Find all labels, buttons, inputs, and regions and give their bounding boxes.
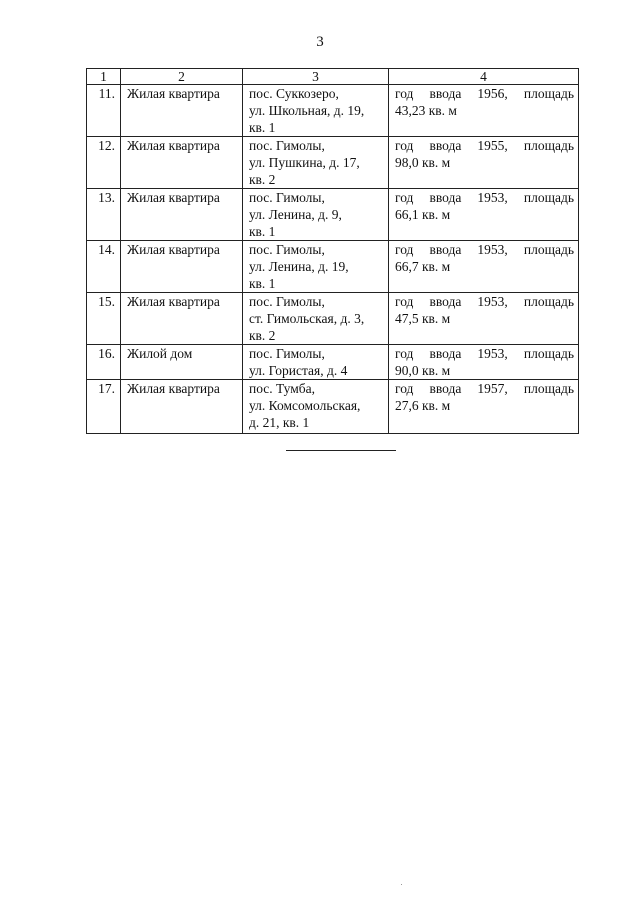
table-row [87,137,579,189]
object-address [243,380,389,434]
table-row [87,293,579,345]
header-row [87,69,579,85]
column-header: 2 [121,69,243,85]
cell-line: пос. Гимолы, [249,138,325,153]
object-description [389,380,579,434]
cell-line: год ввода 1957, площадь [395,381,574,396]
table-row [87,189,579,241]
cell-line: пос. Тумба, [249,381,315,396]
table-row [87,345,579,380]
cell-line: кв. 1 [249,120,276,135]
cell-line: д. 21, кв. 1 [249,415,310,430]
cell-line: год ввода 1953, площадь [395,346,574,361]
scan-speck [401,884,402,885]
object-address [243,345,389,380]
object-type: Жилая квартира [121,241,243,293]
row-number: 13. [87,189,121,241]
cell-line: кв. 2 [249,328,276,343]
object-type: Жилая квартира [121,85,243,137]
object-description [389,137,579,189]
object-description [389,241,579,293]
cell-line: ул. Гористая, д. 4 [249,363,348,378]
object-address [243,85,389,137]
cell-line: пос. Гимолы, [249,346,325,361]
cell-line: пос. Суккозеро, [249,86,339,101]
column-header: 4 [389,69,579,85]
object-address [243,137,389,189]
row-number: 17. [87,380,121,434]
cell-line: 43,23 кв. м [395,103,457,118]
column-header: 1 [87,69,121,85]
cell-line: пос. Гимолы, [249,294,325,309]
cell-line: кв. 1 [249,276,276,291]
cell-line: кв. 1 [249,224,276,239]
cell-line: ул. Пушкина, д. 17, [249,155,360,170]
cell-line: ул. Школьная, д. 19, [249,103,365,118]
cell-line: год ввода 1953, площадь [395,294,574,309]
cell-line: 66,1 кв. м [395,207,451,222]
end-of-list-rule [286,450,396,451]
cell-line: кв. 2 [249,172,276,187]
object-type: Жилая квартира [121,380,243,434]
object-address [243,293,389,345]
row-number: 11. [87,85,121,137]
row-number: 16. [87,345,121,380]
object-type: Жилая квартира [121,189,243,241]
row-number: 15. [87,293,121,345]
cell-line: год ввода 1956, площадь [395,86,574,101]
object-address [243,189,389,241]
cell-line: 98,0 кв. м [395,155,451,170]
cell-line: пос. Гимолы, [249,190,325,205]
object-type: Жилой дом [121,345,243,380]
object-description [389,85,579,137]
page-number: 3 [316,34,324,50]
cell-line: ул. Комсомольская, [249,398,361,413]
cell-line: год ввода 1955, площадь [395,138,574,153]
cell-line: 27,6 кв. м [395,398,451,413]
cell-line: год ввода 1953, площадь [395,190,574,205]
row-number: 12. [87,137,121,189]
object-description [389,293,579,345]
table-row [87,85,579,137]
cell-line: 90,0 кв. м [395,363,451,378]
object-type: Жилая квартира [121,293,243,345]
cell-line: 66,7 кв. м [395,259,451,274]
row-number: 14. [87,241,121,293]
object-address [243,241,389,293]
object-description [389,189,579,241]
table-row [87,380,579,434]
cell-line: пос. Гимолы, [249,242,325,257]
cell-line: ст. Гимольская, д. 3, [249,311,365,326]
cell-line: ул. Ленина, д. 9, [249,207,342,222]
object-type: Жилая квартира [121,137,243,189]
table-row [87,241,579,293]
property-table [86,68,579,434]
cell-line: ул. Ленина, д. 19, [249,259,349,274]
cell-line: год ввода 1953, площадь [395,242,574,257]
object-description [389,345,579,380]
cell-line: 47,5 кв. м [395,311,451,326]
column-header: 3 [243,69,389,85]
